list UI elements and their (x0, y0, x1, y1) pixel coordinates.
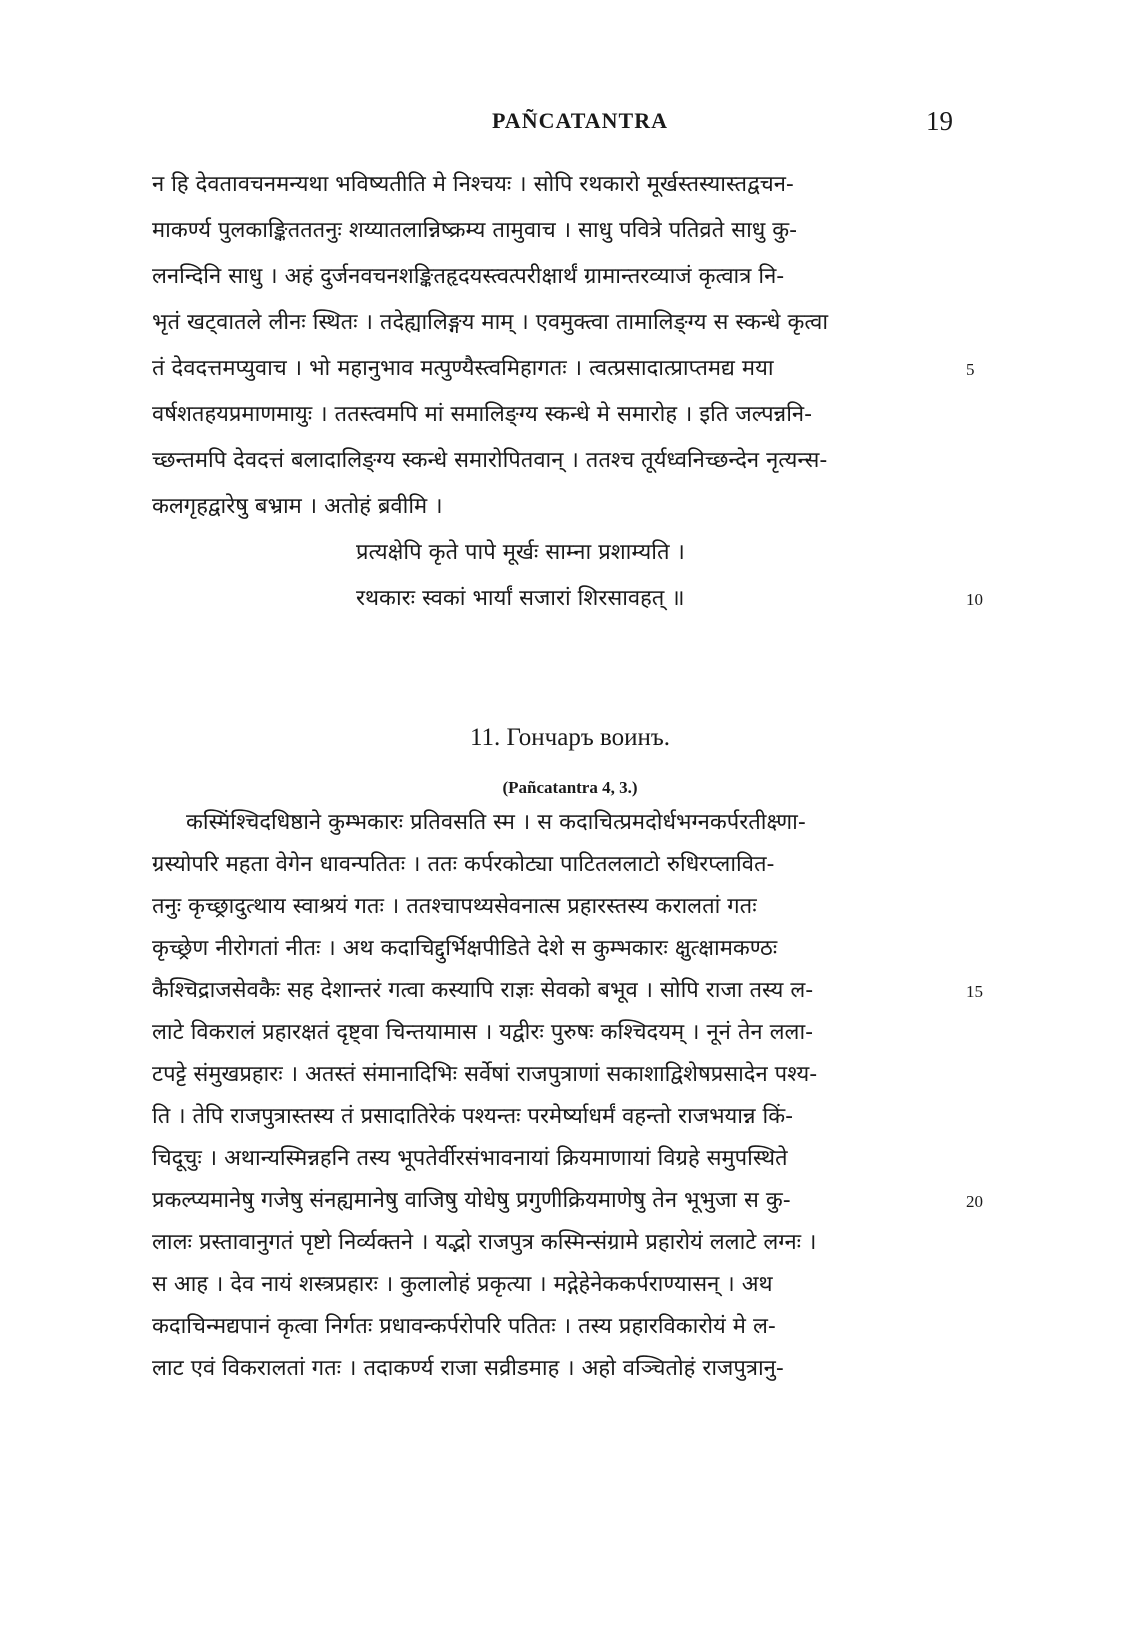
section-title: 11. Гончаръ воинъ. (469, 724, 671, 751)
text-line: टपट्टे संमुखप्रहारः । अतस्तं संमानादिभिः सर्वेषां राजपुत्राणां सकाशाद्विशेषप्रसादेन पश्य- (152, 1062, 818, 1087)
line-number: 20 (966, 1192, 983, 1211)
verse-line: रथकारः स्वकां भार्यां सजारां शिरसावहत् ॥ (356, 586, 685, 611)
text-line: स आह । देव नायं शस्त्रप्रहारः । कुलालोहं प्रकृत्या । मद्गेहेनेककर्पराण्यासन् । अथ (152, 1272, 773, 1297)
page-number: 19 (926, 106, 953, 136)
text-line: कृच्छ्रेण नीरोगतां नीतः । अथ कदाचिद्दुर्भिक्षपीडिते देशे स कुम्भकारः क्षुत्क्षामकण्ठः (152, 936, 778, 961)
text-line: तं देवदत्तमप्युवाच । भो महानुभाव मत्पुण्यैस्त्वमिहागतः । त्वत्प्रसादात्प्राप्तमद्य मया (152, 356, 774, 381)
text-line: न हि देवतावचनमन्यथा भविष्यतीति मे निश्चयः । सोपि रथकारो मूर्खस्तस्यास्तद्वचन- (152, 172, 794, 197)
line-number: 10 (966, 590, 983, 609)
text-line: कैश्चिद्राजसेवकैः सह देशान्तरं गत्वा कस्यापि राज्ञः सेवको बभूव । सोपि राजा तस्य ल- (152, 978, 814, 1003)
text-line: कलगृहद्वारेषु बभ्राम । अतोहं ब्रवीमि । (152, 494, 443, 519)
text-line: लाट एवं विकरालतां गतः । तदाकर्ण्य राजा सव्रीडमाह । अहो वञ्चितोहं राजपुत्रानु- (152, 1356, 784, 1381)
text-line: वर्षशतहयप्रमाणमायुः । ततस्त्वमपि मां समालिङ्ग्य स्कन्धे मे समारोह । इति जल्पन्ननि- (152, 402, 813, 427)
text-line: माकर्ण्य पुलकाङ्कितततनुः शय्यातलान्निष्क्रम्य तामुवाच । साधु पवित्रे पतिव्रते साधु कु- (152, 218, 798, 243)
text-line: लालः प्रस्तावानुगतं पृष्टो निर्व्यक्तने । यद्भो राजपुत्र कस्मिन्संग्रामे प्रहारोयं ललाटे लग्नः । (152, 1230, 817, 1255)
text-line: कदाचिन्मद्यपानं कृत्वा निर्गतः प्रधावन्कर्परोपरि पतितः । तस्य प्रहारविकारोयं मे ल- (152, 1314, 776, 1339)
text-line: लनन्दिनि साधु । अहं दुर्जनवचनशङ्कितहृदयस्त्वत्परीक्षार्थं ग्रामान्तरव्याजं कृत्वात्र नि- (152, 264, 785, 289)
line-number: 5 (966, 360, 975, 379)
text-line: भृतं खट्वातले लीनः स्थितः । तदेह्यालिङ्गय माम् । एवमुक्त्वा तामालिङ्ग्य स स्कन्धे कृत्वा (152, 310, 829, 335)
text-line: लाटे विकरालं प्रहारक्षतं दृष्ट्वा चिन्तयामास । यद्वीरः पुरुषः कश्चिदयम् । नूनं तेन लला- (152, 1020, 814, 1045)
running-title: PAÑCATANTRA (492, 108, 668, 133)
text-line: ग्रस्योपरि महता वेगेन धावन्पतितः । ततः कर्परकोट्या पाटितललाटो रुधिरप्लावित- (152, 852, 775, 877)
text-line: प्रकल्प्यमानेषु गजेषु संनह्यमानेषु वाजिषु योधेषु प्रगुणीक्रियमाणेषु तेन भूभुजा स कु- (152, 1188, 791, 1213)
text-line: ति । तेपि राजपुत्रास्तस्य तं प्रसादातिरेकं पश्यन्तः परमेर्ष्याधर्मं वहन्तो राजभयान्न किं- (152, 1104, 794, 1129)
verse-line: प्रत्यक्षेपि कृते पापे मूर्खः साम्ना प्रशाम्यति । (356, 540, 685, 565)
text-line: तनुः कृच्छ्रादुत्थाय स्वाश्रयं गतः । ततश्चापथ्यसेवनात्स प्रहारस्तस्य करालतां गतः (152, 894, 757, 919)
line-number: 15 (966, 982, 983, 1001)
section-source: (Pañcatantra 4, 3.) (502, 778, 638, 797)
text-line: चिदूचुः । अथान्यस्मिन्नहनि तस्य भूपतेर्वीरसंभावनायां क्रियमाणायां विग्रहे समुपस्थिते (152, 1146, 788, 1171)
text-line: च्छन्तमपि देवदत्तं बलादालिङ्ग्य स्कन्धे समारोपितवान् । ततश्च तूर्यध्वनिच्छन्देन नृत्यन्स- (152, 448, 828, 473)
text-line: कस्मिंश्चिदधिष्ठाने कुम्भकारः प्रतिवसति स्म । स कदाचित्प्रमदोर्धभग्नकर्परतीक्ष्णा- (186, 810, 806, 835)
